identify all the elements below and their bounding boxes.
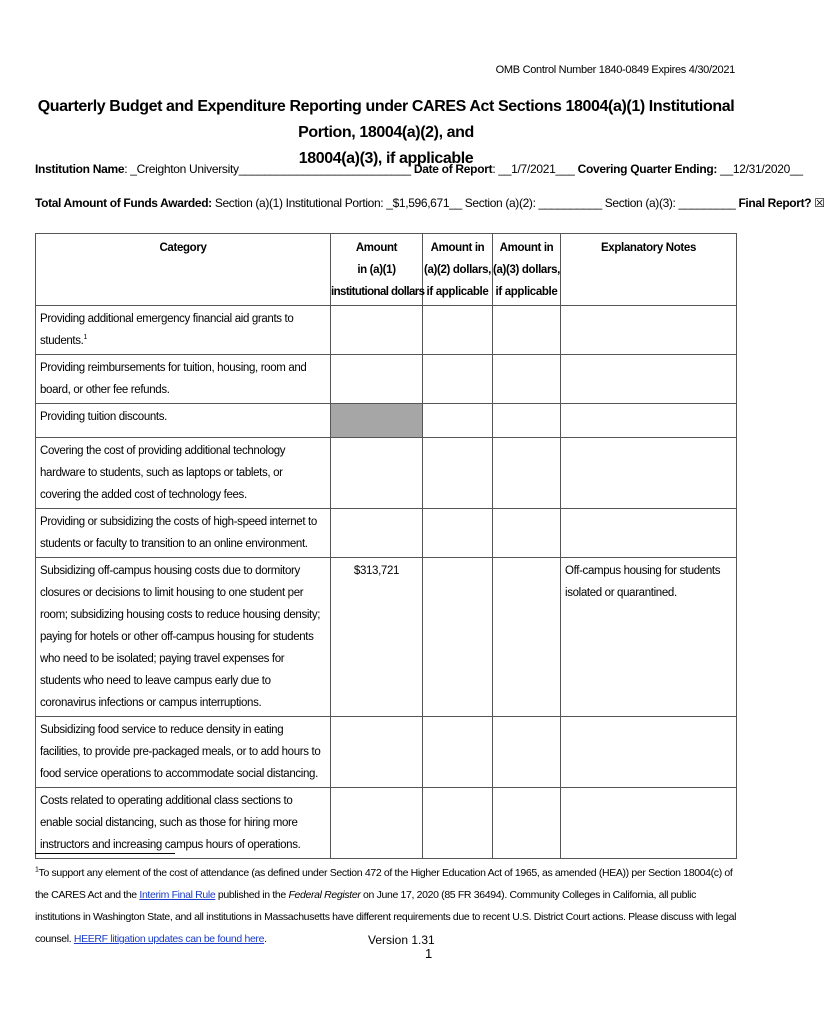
- federal-register-text: Federal Register: [288, 889, 361, 901]
- quarter-label: Covering Quarter Ending:: [577, 162, 718, 176]
- footnote-ref: 1: [83, 334, 88, 342]
- institution-label: Institution Name: [35, 162, 125, 176]
- amount-a2-cell[interactable]: [423, 355, 493, 404]
- table-row: [36, 438, 737, 509]
- footnote-text-3: on June 17, 2020 (85 FR 36494). Community Colleges in California, all public institutions in Washington State, and all institutions in Massachusetts have different requirements due to recent U.S. District Court actions. Please discuss with legal counsel.: [35, 889, 737, 945]
- amount-a2-cell[interactable]: [423, 404, 493, 438]
- notes-cell[interactable]: [561, 306, 737, 355]
- amount-a3-cell[interactable]: [493, 509, 561, 558]
- amount-a2-cell[interactable]: [423, 306, 493, 355]
- header-explanatory-notes: Explanatory Notes: [561, 234, 737, 306]
- amount-a2-cell[interactable]: [423, 558, 493, 717]
- header-amount-a2-line1: Amount in: [430, 242, 485, 254]
- header-amount-a3-line2: (a)(3) dollars,: [493, 264, 560, 276]
- amount-a1-cell[interactable]: $313,721: [331, 558, 423, 717]
- header-amount-a3-line3: if applicable: [495, 286, 558, 298]
- title-line-1: Quarterly Budget and Expenditure Reporting under CARES Act Sections 18004(a)(1) Institutional Portion, 18004(a)(2), and: [37, 98, 735, 141]
- page-title: [30, 94, 742, 172]
- header-category: Category: [36, 234, 331, 306]
- notes-cell[interactable]: [561, 509, 737, 558]
- category-text: Providing additional emergency financial aid grants to students.: [40, 313, 294, 347]
- amount-a3-cell[interactable]: [493, 788, 561, 859]
- notes-cell[interactable]: [561, 438, 737, 509]
- amount-a2-cell[interactable]: [423, 717, 493, 788]
- header-amount-a1-line2: in (a)(1): [357, 264, 396, 276]
- table-row: [36, 509, 737, 558]
- institution-value[interactable]: : _Creighton University: [124, 162, 239, 176]
- category-cell: Costs related to operating additional class sections to enable social distancing, such as those for hiring more instructors and increasing campus hours of operations.: [36, 788, 331, 859]
- notes-cell[interactable]: Off-campus housing for students isolated or quarantined.: [561, 558, 737, 717]
- amount-a2-cell[interactable]: [423, 438, 493, 509]
- section-a2-value[interactable]: Section (a)(2): __________: [464, 196, 602, 210]
- header-amount-a2-line2: (a)(2) dollars,: [424, 264, 491, 276]
- page-number: 1: [425, 946, 433, 961]
- footnote-text-1: To support any element of the cost of attendance (as defined under Section 472 of the Higher Education Act of 1965, as amended (HEA)) per Section 18004(c) of the CARES Act and the: [35, 867, 733, 901]
- category-cell: Providing reimbursements for tuition, housing, room and board, or other fee refunds.: [36, 355, 331, 404]
- heerf-litigation-link[interactable]: HEERF litigation updates can be found here: [73, 933, 265, 945]
- header-amount-a1-line3: institutional dollars: [331, 286, 425, 298]
- amount-a1-cell[interactable]: [331, 788, 423, 859]
- category-cell: Subsidizing off-campus housing costs due to dormitory closures or decisions to limit housing to one student per room; subsidizing housing costs to reduce housing density; paying for hotels or other off-campus housing for students who need to be isolated; paying travel expenses for students who need to leave campus early due to coronavirus infections or campus interruptions.: [36, 558, 331, 717]
- section-a3-value[interactable]: Section (a)(3): _________: [604, 196, 736, 210]
- amount-a3-cell[interactable]: [493, 404, 561, 438]
- amount-a3-cell[interactable]: [493, 438, 561, 509]
- footnote-text-2: published in the: [215, 889, 289, 901]
- amount-a1-cell[interactable]: [331, 717, 423, 788]
- amount-a3-cell[interactable]: [493, 355, 561, 404]
- table-row: [36, 404, 737, 438]
- header-amount-a2: [423, 234, 493, 306]
- notes-cell[interactable]: [561, 355, 737, 404]
- date-value[interactable]: : __1/7/2021___: [492, 162, 575, 176]
- table-header-row: [36, 234, 737, 306]
- table-row: [36, 558, 737, 717]
- budget-table: [35, 233, 737, 859]
- notes-cell[interactable]: [561, 717, 737, 788]
- footnote-text-4: .: [264, 933, 267, 945]
- institution-blank: ___________________________: [238, 162, 411, 176]
- notes-cell[interactable]: [561, 404, 737, 438]
- amount-a1-cell[interactable]: [331, 355, 423, 404]
- title-line-2: 18004(a)(3), if applicable: [298, 150, 474, 167]
- amount-a1-cell-disabled: [331, 404, 423, 438]
- table-row: [36, 788, 737, 859]
- amount-a3-cell[interactable]: [493, 717, 561, 788]
- final-report-label: Final Report?: [738, 196, 812, 210]
- category-cell: [36, 306, 331, 355]
- notes-cell[interactable]: [561, 788, 737, 859]
- omb-control-number: OMB Control Number 1840-0849 Expires 4/30/2021: [495, 64, 735, 76]
- amount-a2-cell[interactable]: [423, 509, 493, 558]
- amount-a1-cell[interactable]: [331, 438, 423, 509]
- header-amount-a3: [493, 234, 561, 306]
- header-amount-a3-line1: Amount in: [499, 242, 554, 254]
- table-row: [36, 355, 737, 404]
- final-report-checkbox[interactable]: ☒: [814, 196, 825, 210]
- category-cell: Providing tuition discounts.: [36, 404, 331, 438]
- header-amount-a1: [331, 234, 423, 306]
- section-a1-value[interactable]: Section (a)(1) Institutional Portion: _$1,596,671__: [214, 196, 462, 210]
- category-cell: Providing or subsidizing the costs of high-speed internet to students or faculty to transition to an online environment.: [36, 509, 331, 558]
- version-label: Version 1.31: [368, 933, 435, 947]
- amount-a3-cell[interactable]: [493, 558, 561, 717]
- table-row: [36, 306, 737, 355]
- amount-a1-cell[interactable]: [331, 509, 423, 558]
- quarter-value[interactable]: __12/31/2020__: [720, 162, 803, 176]
- category-cell: Subsidizing food service to reduce density in eating facilities, to provide pre-packaged meals, or to add hours to food service operations to accommodate social distancing.: [36, 717, 331, 788]
- amount-a2-cell[interactable]: [423, 788, 493, 859]
- interim-final-rule-link[interactable]: Interim Final Rule: [139, 889, 216, 901]
- category-cell: Covering the cost of providing additional technology hardware to students, such as laptops or tablets, or covering the added cost of technology fees.: [36, 438, 331, 509]
- table-row: [36, 717, 737, 788]
- amount-a1-cell[interactable]: [331, 306, 423, 355]
- institution-info-row: [35, 162, 803, 176]
- header-amount-a2-line3: if applicable: [426, 286, 489, 298]
- date-label: Date of Report: [413, 162, 493, 176]
- total-funds-label: Total Amount of Funds Awarded:: [35, 196, 212, 210]
- amount-a3-cell[interactable]: [493, 306, 561, 355]
- funds-awarded-row: [35, 196, 825, 210]
- footnote-marker: 1: [35, 866, 39, 874]
- header-amount-a1-line1: Amount: [355, 242, 398, 254]
- footnote-divider: [35, 853, 175, 854]
